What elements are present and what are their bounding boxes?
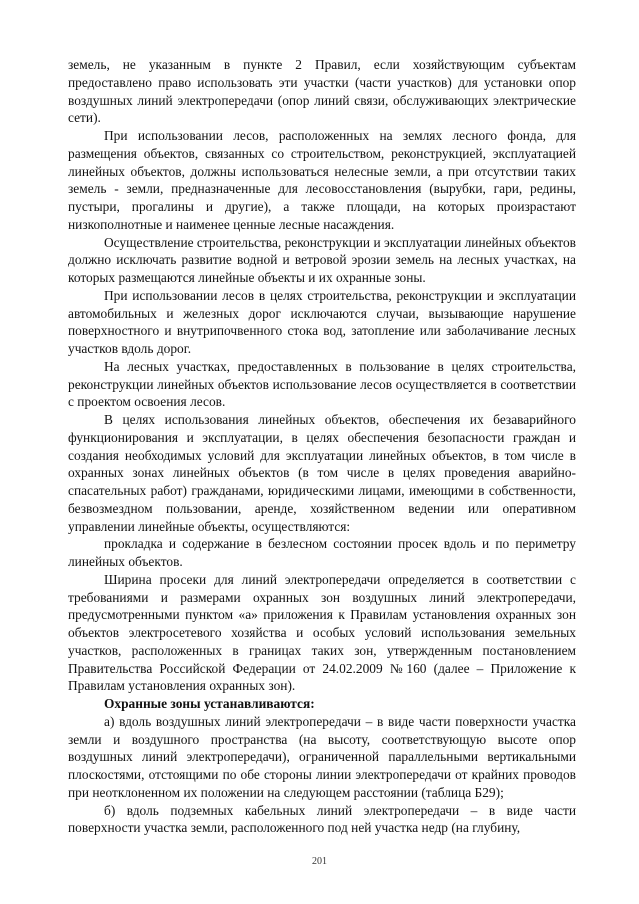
paragraph-forest-plots: На лесных участках, предоставленных в пользование в целях строительства, реконструкции линейных объектов использование лесов осуществляется в соответствии с проектом освоения лесов. <box>68 358 576 410</box>
paragraph-item-a: а) вдоль воздушных линий электропередачи – в виде части поверхности участка земли и воздушного пространства (на высоту, соответствующую высоте опор воздушных линий электропередачи), ограниченной параллельными вертикальными плоскостями, отстоящими по обе стороны линии электропередачи от крайних проводов при неотклоненном их положении на следующем расстоянии (таблица Б29); <box>68 713 576 800</box>
paragraph-item-b: б) вдоль подземных кабельных линий электропередачи – в виде части поверхности участка земли, расположенного под ней участка недр (на глубину, <box>68 802 576 836</box>
paragraph-linear-objects: В целях использования линейных объектов, обеспечения их безаварийного функционирования и эксплуатации, в целях обеспечения безопасности граждан и создания необходимых условий для эксплуатации линейных объектов, в том числе в охранных зонах линейных объектов (в том числе в целях проведения аварийно-спасательных работ) гражданами, юридическими лицами, имеющими в собственности, безвозмездном пользовании, аренде, хозяйственном ведении или оперативном управлении линейные объекты, осуществляются: <box>68 412 576 534</box>
paragraph-roads: При использовании лесов в целях строительства, реконструкции и эксплуатации автомобильных и железных дорог исключаются случаи, вызывающие нарушение поверхностного и внутрипочвенного стока вод, затопление или заболачивание лесных участков вдоль дорог. <box>68 287 576 356</box>
paragraph-clearings: прокладка и содержание в безлесном состоянии просек вдоль и по периметру линейных объектов. <box>68 536 576 569</box>
paragraph-clearing-width: Ширина просеки для линий электропередачи определяется в соответствии с требованиями и размерами охранных зон воздушных линий электропередачи, предусмотренными пунктом «а» приложения к Правилам установления охранных зон объектов электросетевого хозяйства и особых условий использования земельных участков, расположенных в границах таких зон, утвержденным постановлением Правительства Российской Федерации от 24.02.2009 №160 (далее – Приложение к Правилам установления охранных зон). <box>68 571 576 694</box>
section-heading: Охранные зоны устанавливаются: <box>104 696 315 711</box>
page-number: 201 <box>312 856 327 867</box>
paragraph-forest-land-use: При использовании лесов, расположенных на землях лесного фонда, для размещения объектов, связанных со строительством, реконструкцией, эксплуатацией линейных объектов, должны использоваться нелесные земли, а при отсутствии таких земель - земли, предназначенные для лесовосстановления (вырубки, гари, редины, пустыри, прогалины и другие), а также площади, на которых произрастают низкополнотные и наименее ценные лесные насаждения. <box>68 128 576 232</box>
paragraph-continuation: земель, не указанным в пункте 2 Правил, если хозяйствующим субъектам предоставлено право использовать эти участки (части участков) для установки опор воздушных линий электропередачи (опор линий связи, обслуживающих электрические сети). <box>68 57 576 126</box>
document-page <box>68 56 576 837</box>
paragraph-erosion: Осуществление строительства, реконструкции и эксплуатации линейных объектов должно исключать развитие водной и ветровой эрозии земель на лесных участках, на которых размещаются линейные объекты и их охранные зоны. <box>68 234 576 285</box>
